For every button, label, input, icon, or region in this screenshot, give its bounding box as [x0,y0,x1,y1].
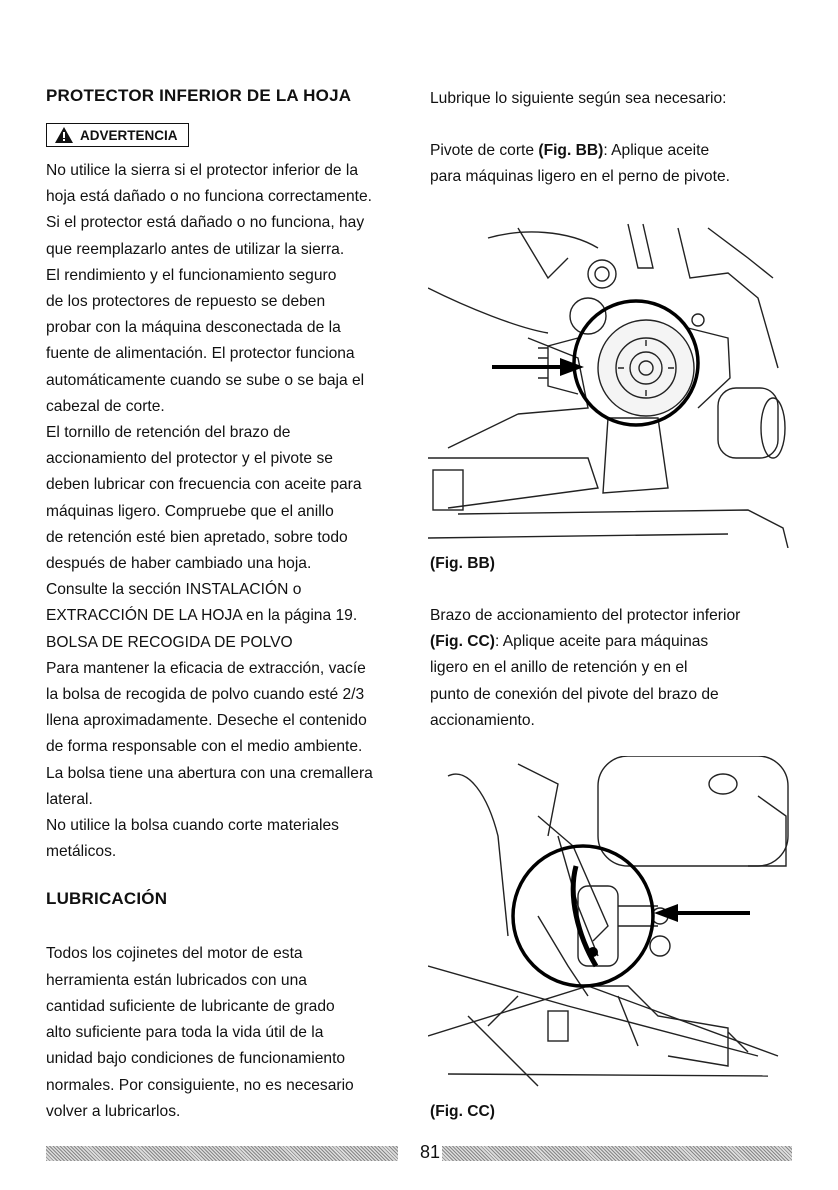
arm-line: accionamiento. [430,711,535,729]
text-line: No utilice la bolsa cuando corte materiales [46,817,339,835]
text-line: El rendimiento y el funcionamiento seguro [46,266,337,284]
text-line: Consulte la sección INSTALACIÓN o [46,581,302,599]
figure-cc-illustration [428,756,790,1096]
text-line: que reemplazarlo antes de utilizar la sierra. [46,240,345,258]
figure-cc-caption: (Fig. CC) [430,1103,495,1120]
text-line: La bolsa tiene una abertura con una cremallera [46,764,373,782]
pivot-fig-ref: (Fig. BB) [538,142,604,159]
arm-text: : Aplique aceite para máquinas [494,633,709,651]
text-line: hoja está dañado o no funciona correctamente. [46,188,372,206]
text-line: de los protectores de repuesto se deben [46,293,326,311]
warning-triangle-icon [55,127,73,143]
left-column [46,86,418,1125]
text-line: accionamiento del protector y el pivote se [46,450,333,468]
text-line: la bolsa de recogida de polvo cuando esté 2/3 [46,686,365,704]
section-title-lubrication: LUBRICACIÓN [46,889,168,909]
text-line: volver a lubricarlos. [46,1102,181,1120]
page-footer [46,1142,792,1164]
arm-line: punto de conexión del pivote del brazo de [430,685,719,703]
lower-guard-text [46,158,418,865]
pivot-label: Pivote de corte [430,142,535,159]
text-line: metálicos. [46,843,117,861]
text-line: de forma responsable con el medio ambiente. [46,738,363,756]
right-column [430,86,800,190]
pivot-line-2: para máquinas ligero en el perno de pivote. [430,168,730,186]
text-line: Si el protector está dañado o no funciona, hay [46,214,365,232]
text-line: cantidad suficiente de lubricante de grado [46,997,335,1015]
page-number: 81 [419,1142,441,1162]
arm-line-2 [430,629,800,655]
text-line: máquinas ligero. Compruebe que el anillo [46,502,334,520]
text-line: Todos los cojinetes del motor de esta [46,945,303,963]
text-line: automáticamente cuando se sube o se baja el [46,371,365,389]
text-line: normales. Por consiguiente, no es necesario [46,1076,354,1094]
text-line: El tornillo de retención del brazo de [46,424,291,442]
arm-paragraph [430,603,800,734]
footer-bar-right [442,1146,792,1161]
text-line: BOLSA DE RECOGIDA DE POLVO [46,633,293,651]
text-line: cabezal de corte. [46,397,165,415]
pivot-line-1 [430,138,800,164]
text-line: No utilice la sierra si el protector inferior de la [46,162,359,179]
lubricate-intro: Lubrique lo siguiente según sea necesario: [430,90,727,107]
text-line: probar con la máquina desconectada de la [46,319,341,337]
warning-box [46,123,189,147]
pivot-paragraph [430,138,800,190]
text-line: herramienta están lubricados con una [46,971,307,989]
warning-label: ADVERTENCIA [80,127,178,143]
pivot-text-1: : Aplique aceite [603,142,710,159]
text-line: EXTRACCIÓN DE LA HOJA en la página 19. [46,607,358,625]
section-title-lower-guard: PROTECTOR INFERIOR DE LA HOJA [46,86,352,105]
arm-fig-ref: (Fig. CC) [430,633,495,651]
text-line: después de haber cambiado una hoja. [46,555,312,573]
text-line: deben lubricar con frecuencia con aceite para [46,476,362,494]
footer-bar-left [46,1146,398,1161]
arm-line-1: Brazo de accionamiento del protector inferior [430,607,741,624]
figure-bb-caption: (Fig. BB) [430,555,495,572]
figure-bb-illustration [428,218,790,548]
text-line: llena aproximadamente. Deseche el contenido [46,712,367,730]
text-line: de retención esté bien apretado, sobre todo [46,528,348,546]
arm-line: ligero en el anillo de retención y en el [430,659,688,677]
text-line: alto suficiente para toda la vida útil de la [46,1024,324,1042]
text-line: unidad bajo condiciones de funcionamiento [46,1050,346,1068]
text-line: lateral. [46,790,93,808]
text-line: Para mantener la eficacia de extracción, vacíe [46,659,366,677]
text-line: fuente de alimentación. El protector funciona [46,345,355,363]
lubrication-text [46,941,418,1124]
